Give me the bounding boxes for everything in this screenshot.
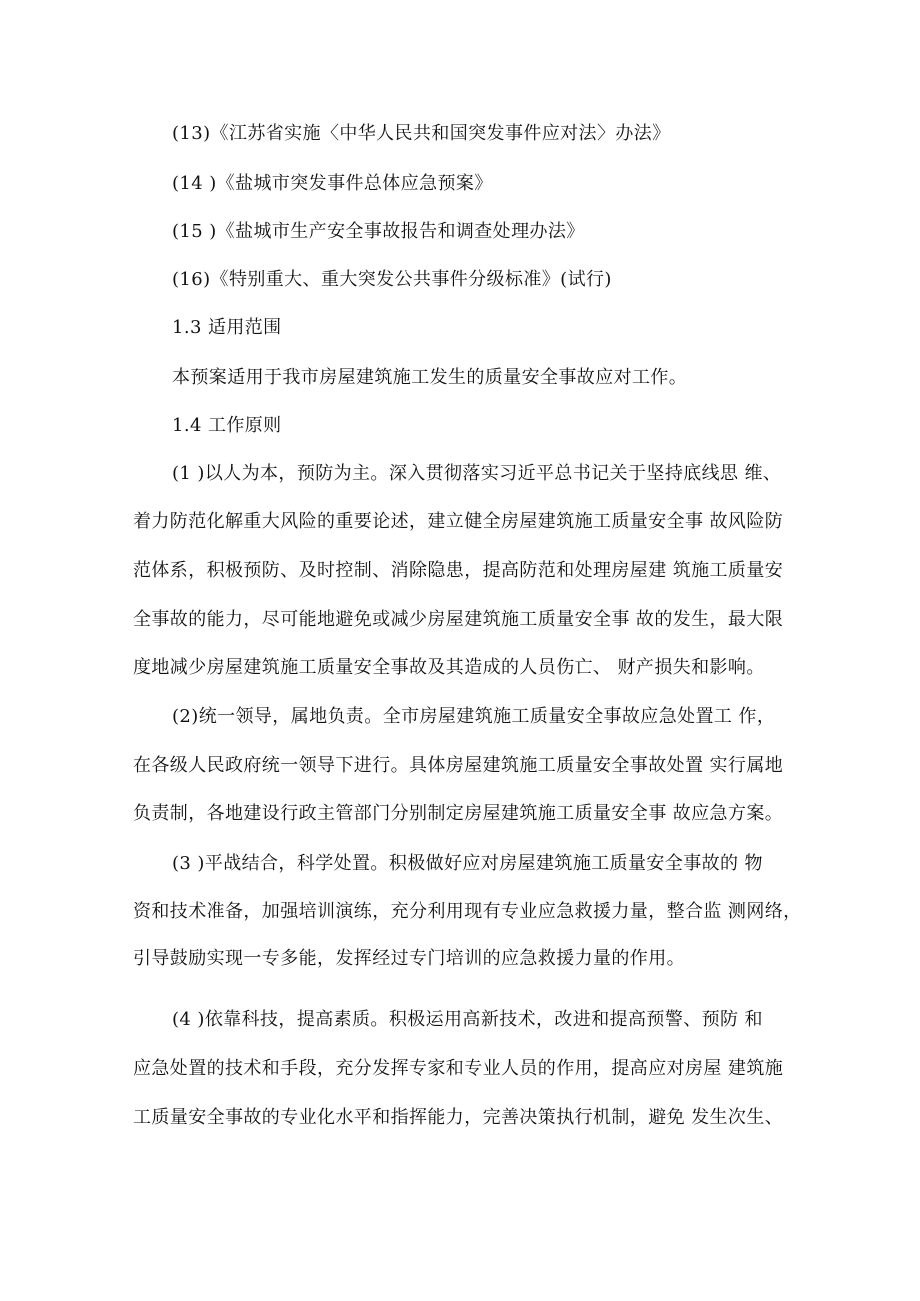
paragraph-line: 资和技术准备，加强培训演练，充分利用现有专业应急救援力量，整合监 测网络， xyxy=(133,901,802,922)
paragraph-line: (4 )依靠科技，提高素质。积极运用高新技术，改进和提高预警、预防 和 xyxy=(172,1009,763,1030)
paragraph-line: (2)统一领导，属地负责。全市房屋建筑施工质量安全事故应急处置工 作， xyxy=(172,706,776,727)
paragraph-line: 范体系，积极预防、及时控制、消除隐患，提高防范和处理房屋建 筑施工质量安 xyxy=(133,560,784,581)
paragraph-line: 度地减少房屋建筑施工质量安全事故及其造成的人员伤亡、 财产损失和影响。 xyxy=(133,657,765,678)
reference-item-16: (16)《特别重大、重大突发公共事件分级标准》(试行) xyxy=(172,269,612,290)
paragraph-line: 引导鼓励实现一专多能，发挥经过专门培训的应急救援力量的作用。 xyxy=(133,948,685,969)
reference-item-13: (13)《江苏省实施〈中华人民共和国突发事件应对法〉办法》 xyxy=(172,123,671,144)
scope-paragraph: 本预案适用于我市房屋建筑施工发生的质量安全事故应对工作。 xyxy=(172,367,688,388)
paragraph-line: 全事故的能力，尽可能地避免或减少房屋建筑施工质量安全事 故的发生，最大限 xyxy=(133,609,784,630)
reference-item-15: (15 )《盐城市生产安全事故报告和调查处理办法》 xyxy=(172,221,585,242)
paragraph-line: 工质量安全事故的专业化水平和指挥能力，完善决策执行机制，避免 发生次生、 xyxy=(133,1107,784,1128)
section-heading-scope: 1.3 适用范围 xyxy=(172,317,282,338)
reference-item-14: (14 )《盐城市突发事件总体应急预案》 xyxy=(172,173,493,194)
section-heading-principles: 1.4 工作原则 xyxy=(172,415,282,436)
paragraph-line: 负责制，各地建设行政主管部门分别制定房屋建筑施工质量安全事 故应急方案。 xyxy=(133,803,784,824)
paragraph-line: 着力防范化解重大风险的重要论述，建立健全房屋建筑施工质量安全事 故风险防 xyxy=(133,511,784,532)
paragraph-line: (1 )以人为本，预防为主。深入贯彻落实习近平总书记关于坚持底线思 维、 xyxy=(172,463,782,484)
paragraph-line: 在各级人民政府统一领导下进行。具体房屋建筑施工质量安全事故处置 实行属地 xyxy=(133,755,784,776)
paragraph-line: 应急处置的技术和手段，充分发挥专家和专业人员的作用，提高应对房屋 建筑施 xyxy=(133,1058,784,1079)
paragraph-line: (3 )平战结合，科学处置。积极做好应对房屋建筑施工质量安全事故的 物 xyxy=(172,853,763,874)
